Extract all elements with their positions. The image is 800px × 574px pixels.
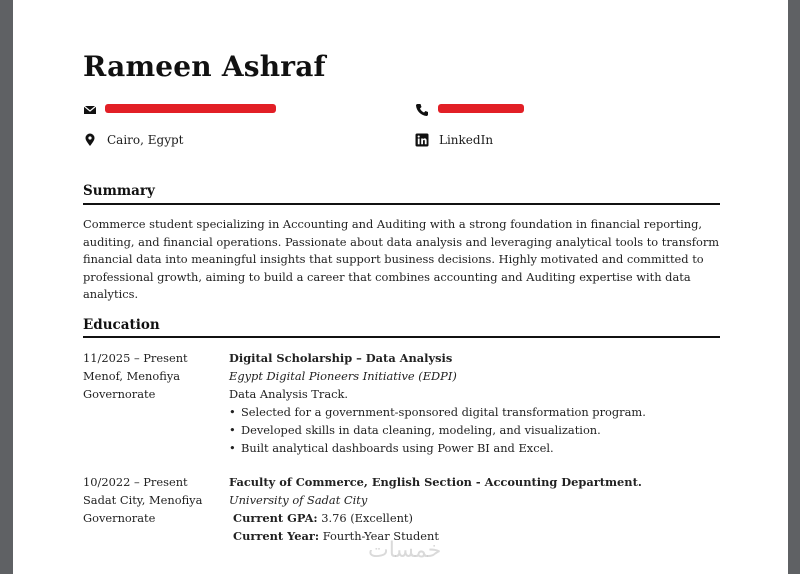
bullet-item: • Built analytical dashboards using Power BI and Excel. (229, 439, 646, 457)
entry-date: 10/2022 – Present (83, 475, 188, 489)
education-divider (83, 336, 720, 338)
entry-location-region: Governorate (83, 387, 156, 401)
linkedin-icon (415, 133, 429, 147)
watermark: خمسات (368, 538, 442, 563)
map-pin-icon (83, 133, 97, 147)
envelope-icon (83, 103, 97, 117)
email-contact (83, 103, 107, 117)
summary-text: Commerce student specializing in Accounting and Auditing with a strong foundation in financial reporting, auditing, and financial operations. Passionate about data analysis and leveraging analytical tools to transform financial data into meaningful insights that support business decisions. Highly motivated and committed to professional growth, aiming to build a career that combines accounting and Auditing expertise with data analytics. (83, 217, 720, 301)
redacted-phone (438, 104, 524, 113)
entry-location: Sadat City, Menofiya (83, 493, 203, 507)
education-entry-1-meta (83, 349, 188, 403)
gpa-line (229, 509, 642, 527)
entry-institution: University of Sadat City (229, 493, 368, 507)
entry-date: 11/2025 – Present (83, 351, 188, 365)
linkedin-contact[interactable] (415, 133, 493, 147)
phone-contact (415, 103, 439, 117)
year-value: Fourth-Year Student (322, 529, 439, 543)
location-text: Cairo, Egypt (107, 133, 184, 147)
education-heading: Education (83, 317, 160, 333)
entry-location-region: Governorate (83, 511, 156, 525)
entry-track: Data Analysis Track. (229, 387, 349, 401)
year-label: Current Year: (233, 529, 320, 543)
gpa-value: 3.76 (Excellent) (321, 511, 413, 525)
entry-degree: Faculty of Commerce, English Section - Accounting Department. (229, 475, 642, 489)
bullet-item: • Selected for a government-sponsored digital transformation program. (229, 403, 646, 421)
summary-heading: Summary (83, 183, 155, 199)
entry-institution: Egypt Digital Pioneers Initiative (EDPI) (229, 369, 457, 383)
entry-location: Menof, Menofiya (83, 369, 181, 383)
resume-page (13, 0, 788, 574)
location-contact (83, 133, 184, 147)
redacted-email (105, 104, 276, 113)
education-entry-1-details (229, 349, 646, 457)
bullet-item: • Developed skills in data cleaning, modeling, and visualization. (229, 421, 646, 439)
education-entry-2-details (229, 473, 642, 545)
entry-degree: Digital Scholarship – Data Analysis (229, 351, 453, 365)
linkedin-link[interactable]: LinkedIn (439, 133, 494, 147)
phone-icon (415, 103, 429, 117)
candidate-name: Rameen Ashraf (83, 50, 326, 83)
gpa-label: Current GPA: (233, 511, 318, 525)
summary-divider (83, 203, 720, 205)
education-entry-2-meta (83, 473, 202, 527)
entry-bullets (229, 403, 646, 457)
